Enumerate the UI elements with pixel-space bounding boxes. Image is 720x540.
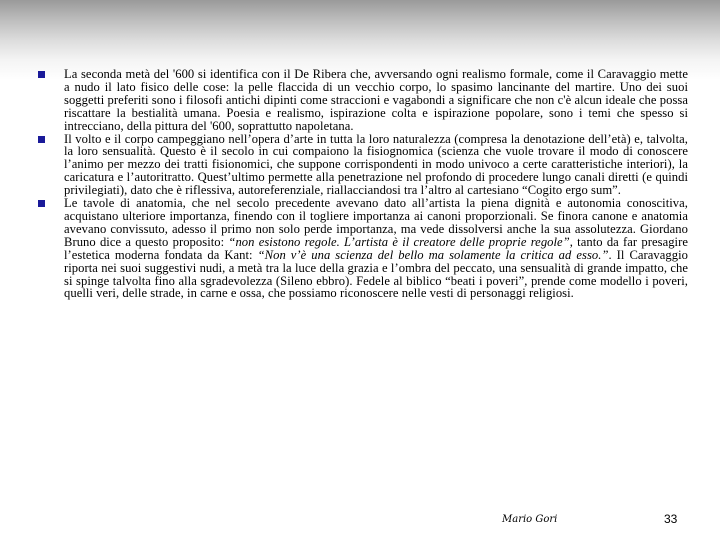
square-bullet-icon (38, 136, 45, 143)
paragraph-anatomia (64, 196, 688, 300)
paragraph-text: Le tavole di anatomia, che nel secolo precedente avevano dato all’artista la piena dignità e autonomia conoscitiva, acquistano ulteriore importanza, finendo con il togliere importanza ai canoni proporzionali. Se finora canone e anatomia avevano convissuto, adesso il primo non solo perde importanza, ma vede dissolversi anche la sua assolutezza. Giordano Bruno dice a questo proposito: (64, 196, 688, 249)
paragraph-de-ribera: La seconda metà del '600 si identifica con il De Ribera che, avversando ogni realismo formale, come il Caravaggio mette a nudo il lato fisico delle cose: la pelle flaccida di un vecchio corpo, lo spasimo lancinante del martire. Uno dei suoi soggetti preferiti sono i filosofi antichi dipinti come straccioni e vagabondi a significare che non c'è alcun ideale che possa riscattare la bestialità umana. Poesia e realismo, ispirazione colta e ispirazione popolare, sono i temi che spesso si intrecciano, della pittura del '600, soprattutto napoletana. (64, 67, 688, 133)
paragraph-volto-corpo: Il volto e il corpo campeggiano nell’opera d’arte in tutta la loro naturalezza (compresa la denotazione dell’età) e, talvolta, la loro sensualità. Questo è il secolo in cui compaiono la fisiognomica (scienza che vuole trovare il modo di conoscere l’animo per mezzo dei tratti fisionomici, che suppone corrispondenti in modo univoco a certe caratteristiche interiori), la caricatura e l’autoritratto. Quest’ultimo permette alla penetrazione nel profondo di procedere lungo canali diretti (e quindi privilegiati), dato che è riflessiva, autoreferenziale, riallacciandosi tra l’altro al cartesiano “Cogito ergo sum”. (64, 131, 688, 198)
paragraph-text: . Il Caravaggio riporta nei suoi suggestivi nudi, a metà tra la luce della grazia e l’ombra del peccato, una sensualità di grande impatto, che si spinge talvolta fino alla sgradevolezza (Sileno ebbro). Fedele al biblico “beati i poveri”, prende come modello i poveri, quelli veri, delle strade, in carne e ossa, che possiamo riconoscere nelle vesti di personaggi religiosi. (64, 247, 689, 301)
bullet-list (38, 68, 688, 300)
bullet-item (38, 68, 688, 133)
page-number: 33 (664, 512, 678, 526)
square-bullet-icon (38, 200, 45, 207)
square-bullet-icon (38, 71, 45, 78)
quote-kant: “Non v’è una scienza del bello ma solamente la critica ad esso.” (257, 247, 609, 262)
bullet-item (38, 197, 688, 300)
footer-author: Mario Gori (502, 514, 558, 525)
bullet-item (38, 133, 688, 198)
paragraph-text: , tanto da far presagire l’estetica moderna fondata da Kant: (64, 234, 688, 262)
quote-giordano-bruno: “non esistono regole. L’artista è il creatore delle proprie regole” (228, 234, 570, 249)
